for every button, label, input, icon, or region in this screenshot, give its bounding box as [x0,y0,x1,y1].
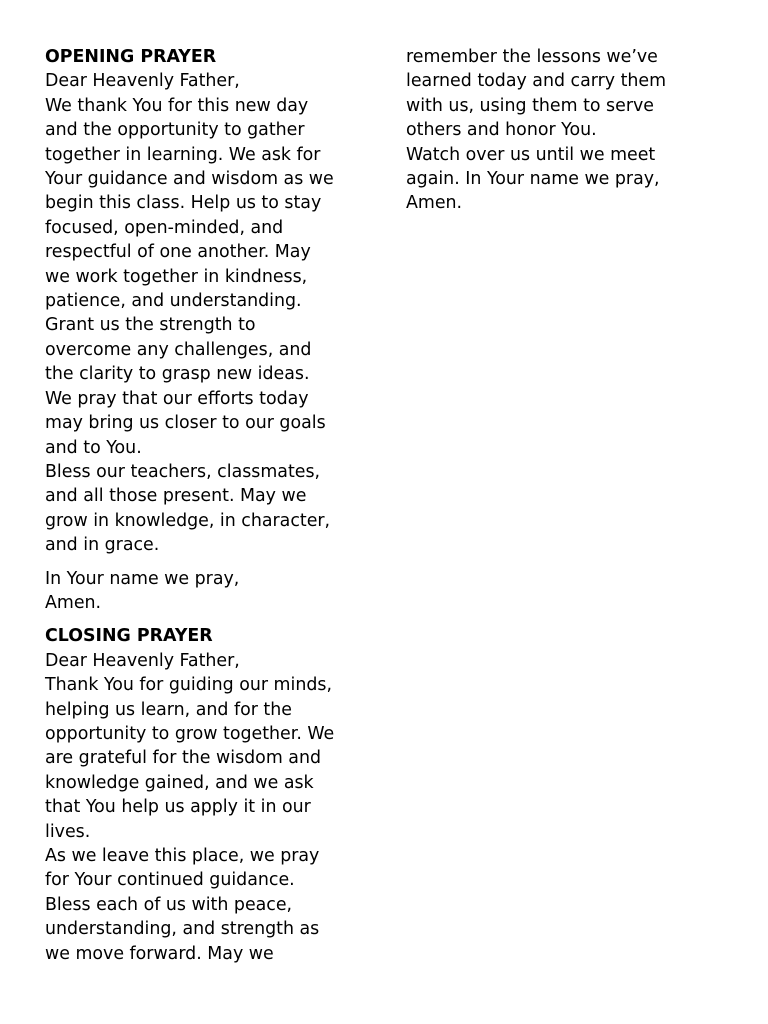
opening-line: together in learning. We ask for [45,144,321,165]
opening-line: overcome any challenges, and [45,339,312,360]
closing-line: opportunity to grow together. We [45,723,335,744]
opening-line: begin this class. Help us to stay [45,193,322,214]
closing-line: Bless each of us with peace, [45,894,293,915]
closing-prayer-continued [406,45,666,216]
opening-line: and in grace. [45,535,160,556]
closing-continued-line: learned today and carry them [406,71,667,92]
closing-prayer-heading: CLOSING PRAYER [45,626,213,647]
opening-line: Grant us the strength to [45,315,256,336]
opening-sign-off-line: Amen. [45,592,102,613]
paragraph-gap [45,558,334,567]
opening-line: the clarity to grasp new ideas. [45,364,310,385]
closing-continued-line: with us, using them to serve [406,95,654,116]
opening-line: Dear Heavenly Father, [45,71,240,92]
closing-line: understanding, and strength as [45,919,320,940]
closing-line: Thank You for guiding our minds, [45,675,332,696]
opening-sign-off-line: In Your name we pray, [45,568,240,589]
opening-line: Your guidance and wisdom as we [45,169,334,190]
closing-line: Dear Heavenly Father, [45,650,240,671]
closing-continued-line: others and honor You. [406,120,597,141]
closing-continued-line: Amen. [406,193,463,214]
closing-continued-line: Watch over us until we meet [406,144,656,165]
opening-line: Bless our teachers, classmates, [45,461,321,482]
closing-continued-line: again. In Your name we pray, [406,169,660,190]
closing-line: helping us learn, and for the [45,699,292,720]
closing-line: lives. [45,821,91,842]
opening-prayer-body [45,69,334,557]
right-column [406,45,666,216]
closing-line: are grateful for the wisdom and [45,748,322,769]
opening-line: We pray that our efforts today [45,388,309,409]
opening-prayer-sign-off [45,567,334,616]
paragraph-gap [45,615,334,624]
opening-line: focused, open-minded, and [45,217,284,238]
closing-continued-line: remember the lessons we’ve [406,47,658,67]
closing-line: for Your continued guidance. [45,870,295,891]
closing-line: As we leave this place, we pray [45,846,320,866]
closing-line: we move forward. May we [45,943,274,964]
left-column [45,45,334,966]
opening-prayer-heading: OPENING PRAYER [45,47,217,67]
opening-line: and to You. [45,437,142,458]
opening-line: and the opportunity to gather [45,120,305,141]
closing-prayer-body [45,649,334,966]
closing-line: that You help us apply it in our [45,797,311,818]
opening-line: we work together in kindness, [45,266,308,287]
opening-line: may bring us closer to our goals [45,413,326,434]
opening-line: respectful of one another. May [45,242,311,263]
opening-line: patience, and understanding. [45,291,302,312]
opening-line: We thank You for this new day [45,95,309,116]
closing-line: knowledge gained, and we ask [45,772,314,793]
opening-line: and all those present. May we [45,486,307,507]
opening-line: grow in knowledge, in character, [45,510,331,531]
